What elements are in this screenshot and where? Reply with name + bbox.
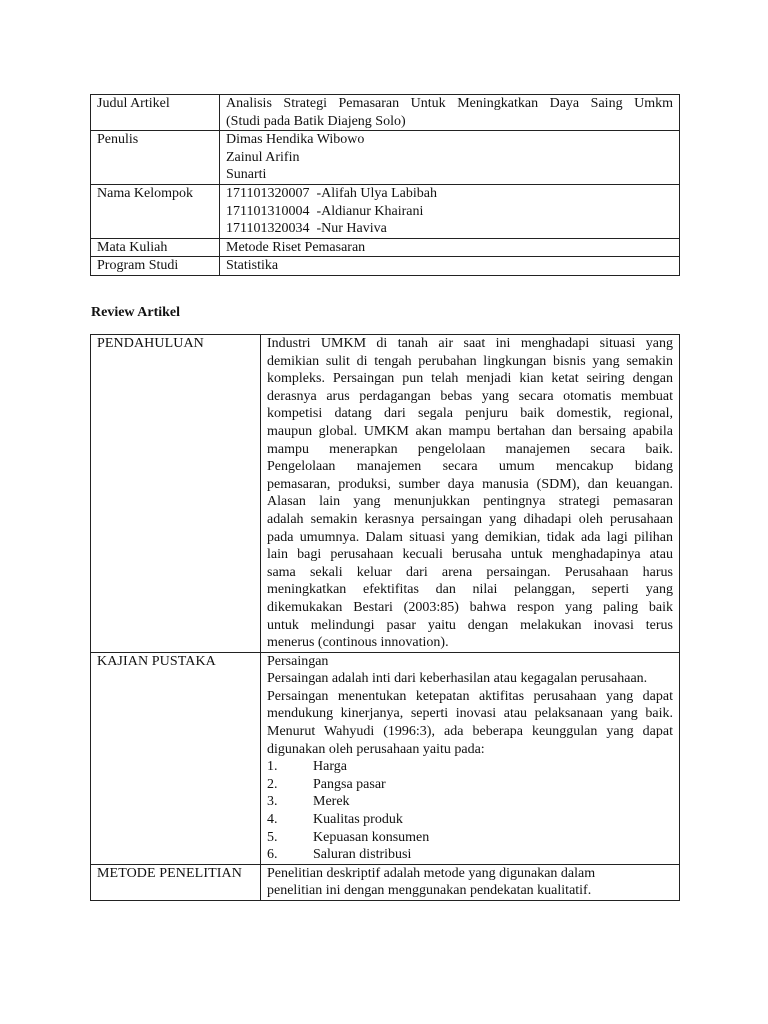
pendahuluan-line: pada umumnya. Dalam situasi yang demikian, tidak ada lagi pilihan	[267, 529, 673, 545]
info-value-kelompok	[220, 184, 680, 238]
table-row	[91, 95, 680, 131]
list-item-text: Merek	[313, 794, 350, 810]
pendahuluan-line: pemasaran, produksi, sumber daya manusia (SDM), dan keuangan.	[267, 476, 673, 492]
info-value-judul	[220, 95, 680, 131]
info-value-mata-kuliah	[220, 238, 680, 257]
penulis-line-2: Zainul Arifin	[226, 149, 300, 165]
list-item-text: Harga	[313, 759, 347, 775]
table-row	[91, 131, 680, 185]
list-item-number: 2.	[267, 776, 278, 792]
judul-line-1: Analisis Strategi Pemasaran Untuk Meningkatkan Daya Saing Umkm	[226, 96, 673, 111]
kajian-line: Menurut Wahyudi (1996:3), ada beberapa keunggulan yang dapat	[267, 724, 673, 740]
pendahuluan-line: meningkatkan efektifitas dan nilai pelanggan, seperti yang	[267, 582, 673, 598]
metode-line: Penelitian deskriptif adalah metode yang digunakan dalam	[267, 865, 596, 881]
table-row	[91, 652, 680, 864]
pendahuluan-line: demikian sulit di tengah perubahan lingkungan bisnis yang semakin	[267, 353, 673, 369]
pendahuluan-line: Alasan lain yang menunjukkan pentingnya strategi pemasaran	[267, 494, 673, 510]
table-row	[91, 184, 680, 238]
list-item-number: 4.	[267, 812, 278, 828]
pendahuluan-line: lain bagi perusahaan kecuali berusaha untuk menghadapinya atau	[267, 547, 673, 563]
review-table	[90, 334, 680, 901]
info-value-program-studi	[220, 257, 680, 276]
pendahuluan-line: mampu menerapkan pengelolaan manajemen secara baik.	[267, 441, 673, 457]
pendahuluan-line: Pengelolaan manajemen secara umum mencakup bidang	[267, 459, 673, 475]
pendahuluan-label	[91, 335, 261, 653]
kelompok-line-1: 171101320007 -Alifah Ulya Labibah	[226, 185, 437, 201]
list-item-text: Kepuasan konsumen	[313, 829, 430, 845]
metode-label-text: METODE PENELITIAN	[97, 865, 242, 881]
pendahuluan-label-text: PENDAHULUAN	[97, 336, 204, 351]
pendahuluan-line: kompetisi datang dari segala penjuru baik domestik, regional,	[267, 406, 673, 422]
list-item-number: 6.	[267, 847, 278, 863]
kajian-content	[261, 652, 680, 864]
pendahuluan-line: derasnya arus perdagangan bebas yang secara otomatis membuat	[267, 388, 673, 404]
info-label-mata-kuliah: Mata Kuliah	[91, 238, 220, 257]
metode-line: penelitian ini dengan menggunakan pendekatan kualitatif.	[267, 883, 592, 899]
metode-content	[261, 864, 680, 900]
article-info-table	[90, 94, 680, 276]
info-label-kelompok: Nama Kelompok	[91, 184, 220, 238]
review-heading: Review Artikel	[91, 305, 181, 320]
table-row	[91, 335, 680, 653]
list-item-number: 1.	[267, 759, 278, 775]
list-item-text: Saluran distribusi	[313, 847, 412, 863]
pendahuluan-content	[261, 335, 680, 653]
list-item	[267, 829, 673, 847]
kelompok-line-2: 171101310004 -Aldianur Khairani	[226, 203, 424, 219]
program-studi-line-1: Statistika	[226, 258, 279, 274]
metode-label	[91, 864, 261, 900]
list-item	[267, 758, 673, 776]
kajian-line: digunakan oleh perusahaan yaitu pada:	[267, 741, 485, 757]
kajian-line: Persaingan menentukan ketepatan aktifitas perusahaan yang dapat	[267, 688, 673, 704]
list-item-number: 3.	[267, 794, 278, 810]
pendahuluan-line: maupun global. UMKM akan mampu bertahan dan bersaing apabila	[267, 423, 673, 439]
judul-line-2: (Studi pada Batik Diajeng Solo)	[226, 113, 406, 129]
pendahuluan-line: untuk melindungi pasar yaitu dengan melakukan inovasi terus	[267, 617, 673, 633]
list-item-text: Pangsa pasar	[313, 776, 386, 792]
pendahuluan-line: Industri UMKM di tanah air saat ini menghadapi situasi yang	[267, 336, 673, 351]
kelompok-line-3: 171101320034 -Nur Haviva	[226, 221, 387, 237]
penulis-line-1: Dimas Hendika Wibowo	[226, 132, 365, 148]
mata-kuliah-line-1: Metode Riset Pemasaran	[226, 239, 366, 255]
pendahuluan-line: kompleks. Persaingan pun telah menjadi kian ketat seiring dengan	[267, 371, 673, 387]
info-label-judul: Judul Artikel	[91, 95, 220, 131]
list-item	[267, 793, 673, 811]
pendahuluan-line: dikemukakan Bestari (2003:85) bahwa respon yang paling baik	[267, 599, 673, 615]
list-item	[267, 811, 673, 829]
kajian-line: mendukung kinerjanya, seperti inovasi atau pelaksanaan yang baik.	[267, 706, 673, 722]
pendahuluan-line: sama sekali keluar dari arena persaingan. Perusahaan harus	[267, 564, 673, 580]
table-row	[91, 257, 680, 276]
list-item-text: Kualitas produk	[313, 812, 403, 828]
table-row	[91, 238, 680, 257]
list-item	[267, 846, 673, 864]
list-item-number: 5.	[267, 829, 278, 845]
kajian-label-text: KAJIAN PUSTAKA	[97, 653, 216, 669]
info-label-penulis: Penulis	[91, 131, 220, 185]
info-value-penulis	[220, 131, 680, 185]
kajian-subtitle: Persaingan	[267, 653, 329, 669]
pendahuluan-line: menerus (continous innovation).	[267, 635, 449, 651]
penulis-line-3: Sunarti	[226, 167, 267, 183]
info-label-program-studi: Program Studi	[91, 257, 220, 276]
kajian-label	[91, 652, 261, 864]
kajian-line: Persaingan adalah inti dari keberhasilan atau kegagalan perusahaan.	[267, 671, 648, 687]
keunggulan-list	[267, 758, 673, 864]
pendahuluan-line: adalah semakin kerasnya persaingan yang dihadapi oleh perusahaan	[267, 511, 673, 527]
list-item	[267, 776, 673, 794]
table-row	[91, 864, 680, 900]
